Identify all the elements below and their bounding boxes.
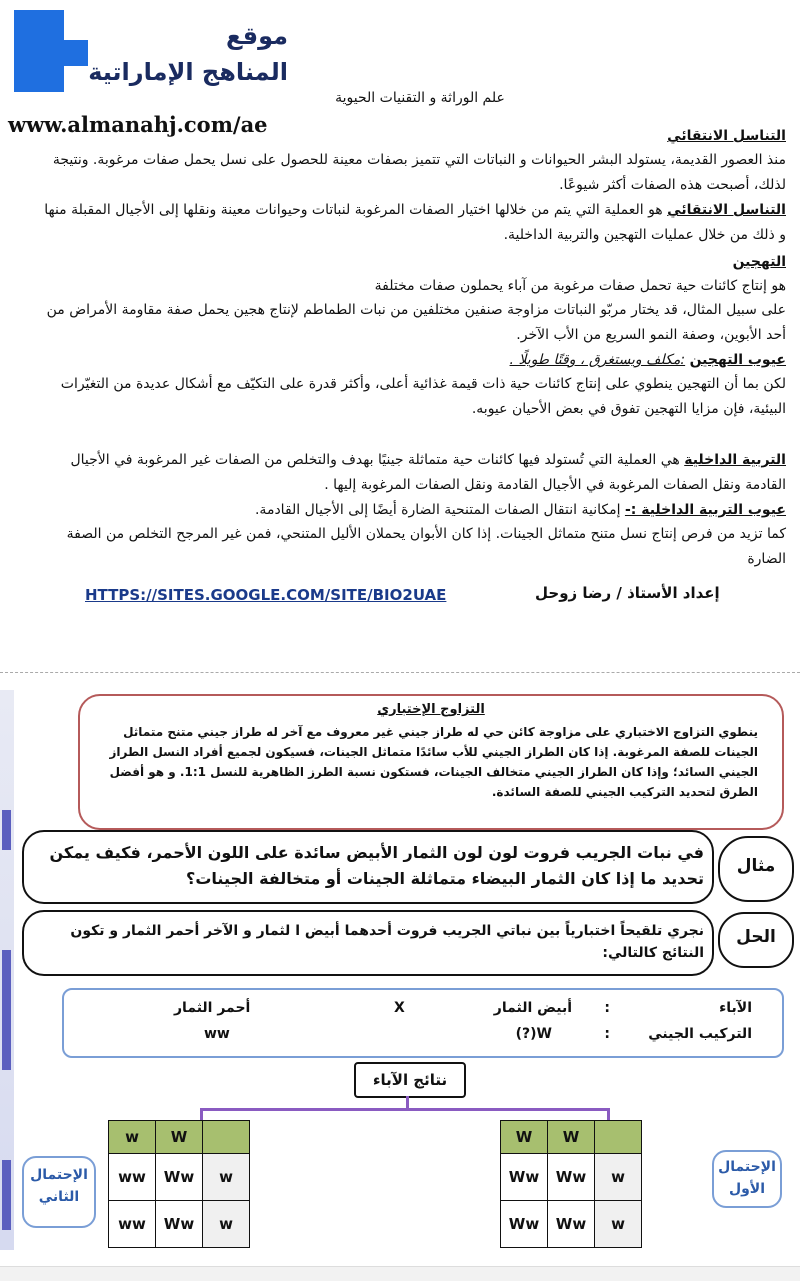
flaws-term: عيوب التهجين	[689, 352, 786, 368]
logo-square-left	[14, 52, 64, 92]
inbreeding-flaws-term: عيوب التربية الداخلية :-	[624, 502, 786, 518]
punnett-cell: W	[156, 1121, 203, 1154]
punnett-cell: W	[548, 1121, 595, 1154]
logo-line1: موقع	[225, 22, 288, 50]
punnett-square-second	[108, 1120, 250, 1248]
first-probability-label: الإحتمال الأول	[712, 1150, 782, 1208]
inbreeding-risk: كما تزيد من فرص إنتاج نسل متنح متماثل الجينات. إذا كان الأبوان يحملان الأليل المتنحي، فمن غير المرجح التخلص من الصفة الضارة	[66, 526, 786, 567]
selective-breeding-definition	[34, 198, 786, 248]
inbreeding-text: هي العملية التي تُستولد فيها كائنات حية متماثلة جينيًا بهدف والتخلص من الصفات غير المرغوبة في الأجيال القادمة ونقل الصفات المرغوبة في الأجيال القادمة ونقل الصفات المرغوبة إليها .	[70, 452, 786, 493]
hybridization-flaws	[34, 348, 786, 373]
definition-text: هو العملية التي يتم من خلالها اختيار الصفات المرغوبة لنباتات وحيوانات معينة ونقلها إلى الأجيال المقبلة منها و ذلك من خلال عمليات التهجين والتربية الداخلية.	[44, 202, 786, 243]
red-fruit-label: أحمر الثمار	[174, 1000, 251, 1016]
inbreeding-flaws-text: إمكانية انتقال الصفات المتنحية الضارة أيضًا إلى الأجيال القادمة.	[254, 502, 621, 518]
strip-mark	[2, 1160, 11, 1230]
white-genotype: W(?)	[515, 1026, 552, 1042]
punnett-cell	[595, 1121, 642, 1154]
punnett-cell: W	[501, 1121, 548, 1154]
genotype-label: التركيب الجيني	[648, 1026, 752, 1042]
inbreeding-definition	[34, 448, 786, 498]
example-label: مثال	[736, 856, 776, 876]
second-probability-label: الإحتمال الثاني	[22, 1156, 96, 1228]
hybridization-definition: هو إنتاج كائنات حية تحمل صفات مرغوبة من آباء يحملون صفات مختلفة	[374, 278, 786, 294]
logo-line2: المناهج الإماراتية	[88, 58, 288, 86]
parents-info-box	[62, 988, 784, 1058]
punnett-cell: ww	[109, 1154, 156, 1201]
hybridization-example: على سبيل المثال، قد يختار مربّو النباتات مزاوجة صنفين مختلفين من نبات الطماطم لإنتاج هجين يحمل صفة مقاومة الأمراض من أحد الأبوين، وصفة النمو السريع من الأب الآخر.	[46, 302, 786, 343]
strip-mark	[2, 950, 11, 1070]
page-bottom-edge	[0, 1266, 800, 1281]
white-fruit-label: أبيض الثمار	[493, 1000, 572, 1016]
heading-selective-breeding: التناسل الانتقائي	[667, 128, 786, 144]
bio2uae-link[interactable]: HTTPS://SITES.GOOGLE.COM/SITE/BIO2UAE	[85, 586, 447, 604]
document-title: علم الوراثة و التقنيات الحيوية	[335, 90, 505, 106]
connector-bar	[200, 1108, 610, 1111]
punnett-cell: Ww	[548, 1154, 595, 1201]
punnett-cell: Ww	[156, 1201, 203, 1248]
punnett-cell: Ww	[548, 1201, 595, 1248]
inbreeding-term: التربية الداخلية	[684, 452, 786, 468]
punnett-cell: w	[595, 1154, 642, 1201]
solution-text-box	[22, 910, 714, 976]
punnett-cell: w	[109, 1121, 156, 1154]
punnett-cell: w	[203, 1201, 250, 1248]
punnett-square-first	[500, 1120, 642, 1248]
testcross-title: التزاوج الإختباري	[377, 702, 485, 717]
page-divider	[0, 672, 800, 673]
parents-colon: :	[604, 1000, 610, 1016]
punnett-cell: Ww	[501, 1201, 548, 1248]
testcross-body: ينطوي التزاوج الاختباري على مزاوجة كائن حي له طراز جيني غير معروف مع آخر له طراز جيني متنح متماثل الجينات للصفة المرغوبة. إذا كان الطراز الجيني للأب سائدًا متماثل الجينات، فسيكون لجميع أفراد النسل الطراز الجيني السائد؛ وإذا كان الطراز الجيني متخالف الجينات، فستكون نسبة الطرز الظاهرية للنسل 1:1. و هو أفضل الطرق لتحديد التركيب الجيني للصفة السائدة.	[109, 725, 758, 799]
inbreeding-flaws	[34, 498, 786, 523]
solution-label-box	[718, 912, 794, 968]
definition-term: التناسل الانتقائي	[667, 202, 786, 218]
hybridization-benefits: لكن بما أن التهجين ينطوي على إنتاج كائنات حية ذات قيمة غذائية أعلى، وأكثر قدرة على التكيّف مع أشكال عديدة من التغيّرات البيئية، فإن مزايا التهجين تفوق في بعض الأحيان عيوبه.	[60, 376, 786, 417]
logo-square-top	[14, 10, 64, 52]
example-label-box	[718, 836, 794, 902]
testcross-definition-box	[78, 694, 784, 830]
side-watermark-strip	[0, 690, 14, 1250]
punnett-cell	[203, 1121, 250, 1154]
flaws-text: :مكلف ويستغرق ، وقتًا طويلًا .	[509, 352, 686, 368]
solution-text: نجري تلقيحاً اختبارياً بين نباتي الجريب فروت أحدهما أبيض ا لثمار و الآخر أحمر الثمار و تكون النتائج كالتالي:	[70, 923, 704, 961]
punnett-cell: Ww	[156, 1154, 203, 1201]
logo-square-right	[64, 40, 88, 66]
punnett-cell: w	[595, 1201, 642, 1248]
red-genotype: ww	[204, 1026, 230, 1042]
solution-label: الحل	[736, 927, 776, 947]
author-credit: إعداد الأستاذ / رضا زوحل	[535, 584, 720, 602]
punnett-cell: w	[203, 1154, 250, 1201]
punnett-cell: Ww	[501, 1154, 548, 1201]
strip-mark	[2, 810, 11, 850]
genotype-colon: :	[604, 1026, 610, 1042]
heading-hybridization: التهجين	[732, 254, 786, 270]
punnett-cell: ww	[109, 1201, 156, 1248]
cross-symbol: X	[394, 1000, 405, 1016]
parents-results-label: نتائج الآباء	[354, 1062, 466, 1098]
example-text: في نبات الجريب فروت لون لون الثمار الأبيض سائدة على اللون الأحمر، فكيف يمكن تحديد ما إذا كان الثمار البيضاء متماثلة الجينات أو متخالفة الجينات؟	[49, 843, 704, 888]
parents-label: الآباء	[719, 1000, 752, 1016]
site-url[interactable]: www.almanahj.com/ae	[8, 112, 268, 137]
example-question-box	[22, 830, 714, 904]
selective-breeding-paragraph: منذ العصور القديمة، يستولد البشر الحيوانات و النباتات التي تتميز بصفات معينة للحصول على نسل يحمل صفات مرغوبة. ونتيجة لذلك، أصبحت هذه الصفات أكثر شيوعًا.	[52, 152, 786, 193]
